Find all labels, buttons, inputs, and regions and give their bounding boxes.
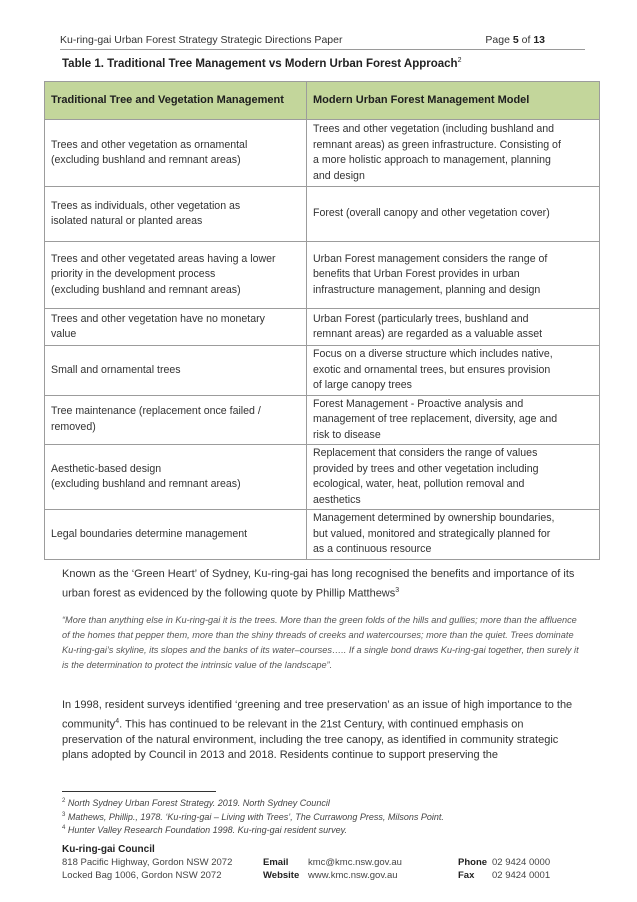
table-row <box>45 395 600 445</box>
traditional-cell <box>45 346 307 396</box>
cell-text-line: exotic and ornamental trees, but ensures provision <box>313 363 551 376</box>
cell-text-line: (excluding bushland and remnant areas) <box>51 283 241 296</box>
header-traditional: Traditional Tree and Vegetation Management <box>45 82 307 120</box>
footnote-divider <box>62 791 216 792</box>
footer-online-contacts <box>263 857 402 882</box>
survey-paragraph <box>62 698 584 764</box>
cell-text-line: Aesthetic-based design <box>51 462 162 475</box>
cell-text-line: ecological, water, heat, pollution removal and <box>313 478 525 490</box>
table-row <box>45 346 600 396</box>
modern-cell <box>307 120 600 187</box>
page-current: 5 <box>512 34 519 46</box>
footer-phone-contacts <box>458 857 550 882</box>
table-title-footnote-ref: 2 <box>457 57 462 64</box>
modern-cell <box>307 445 600 510</box>
phone-number: 02 9424 0000 <box>492 857 551 868</box>
table-header-row <box>45 82 600 120</box>
footnote-number: 4 <box>62 825 66 831</box>
cell-text-line: as a continuous resource <box>313 543 432 555</box>
cell-text-line: Legal boundaries determine management <box>51 527 248 540</box>
website-link[interactable]: www.kmc.nsw.gov.au <box>308 869 398 881</box>
website-label: Website <box>263 869 300 881</box>
traditional-cell <box>45 510 307 560</box>
cell-text-line: and design <box>313 169 365 182</box>
footer-street-address: 818 Pacific Highway, Gordon NSW 2072 <box>62 857 233 868</box>
footnote-text: North Sydney Urban Forest Strategy. 2019. North Sydney Council <box>67 798 330 808</box>
modern-cell <box>307 346 600 396</box>
fax-number: 02 9424 0001 <box>492 869 551 881</box>
cell-text-line: aesthetics <box>313 493 361 506</box>
matthews-quote: “More than anything else in Ku-ring-gai it is the trees. More than the green folds of the hills and gullies; more than the affluence of the homes that pepper them, more than the shiny threads of creeks and watercourses; more than the quiet. Trees dominate Ku-ring-gai’s skyline, its slopes and the banks of its water–courses….. If a single bond draws Ku-ring-gai together, then surely it is the determination to protect the intrinsic value of the landscape”. <box>62 615 579 670</box>
cell-text-line: Forest (overall canopy and other vegetation cover) <box>313 207 550 220</box>
comparison-table <box>44 81 600 560</box>
cell-text-line: remnant areas) as green infrastructure. Consisting of <box>313 138 561 151</box>
phone-label: Phone <box>458 857 488 868</box>
footer-org-name: Ku-ring-gai Council <box>62 844 155 855</box>
cell-text-line: Trees and other vegetated areas having a lower <box>51 252 276 265</box>
traditional-cell <box>45 395 307 445</box>
cell-text-line: infrastructure management, planning and design <box>313 283 541 296</box>
cell-text-line: Forest Management - Proactive analysis and <box>313 397 524 410</box>
table-row <box>45 187 600 242</box>
cell-text-line: (excluding bushland and remnant areas) <box>51 478 241 490</box>
email-link[interactable]: kmc@kmc.nsw.gov.au <box>308 857 402 868</box>
intro-text: Known as the ‘Green Heart’ of Sydney, Ku-ring-gai has long recognised the benefits and importance of its urban forest as evidenced by the following quote by Phillip Matthews <box>62 568 575 600</box>
footer-postal-address: Locked Bag 1006, Gordon NSW 2072 <box>62 869 222 881</box>
cell-text-line: risk to disease <box>313 428 381 441</box>
cell-text-line: value <box>51 328 77 340</box>
modern-cell <box>307 510 600 560</box>
survey-text-1: In 1998, resident surveys identified ‘greening and tree preservation’ as an issue of high importance to the community <box>62 699 573 731</box>
header-modern: Modern Urban Forest Management Model <box>307 82 600 120</box>
modern-cell <box>307 309 600 346</box>
cell-text-line: isolated natural or planted areas <box>51 215 203 227</box>
footnote-text: Hunter Valley Research Foundation 1998. Ku-ring-gai resident survey. <box>67 825 348 835</box>
cell-text-line: priority in the development process <box>51 268 216 281</box>
page-indicator <box>485 34 545 46</box>
intro-footnote-ref: 3 <box>395 586 400 594</box>
cell-text-line: Small and ornamental trees <box>51 363 181 376</box>
footnote <box>62 810 444 824</box>
cell-text-line: Trees and other vegetation have no monetary <box>51 312 265 325</box>
email-label: Email <box>263 857 289 868</box>
cell-text-line: remnant areas) are regarded as a valuable asset <box>313 328 543 340</box>
cell-text-line: but valued, monitored and strategically planned for <box>313 527 551 540</box>
table-title <box>62 57 461 70</box>
cell-text-line: of large canopy trees <box>313 379 412 391</box>
footnote-number: 2 <box>62 798 66 804</box>
traditional-cell <box>45 242 307 309</box>
footer-address <box>62 857 232 882</box>
survey-text-2: . This has continued to be relevant in the 21st Century, with continued emphasis on preservation of the natural environment, including the tree canopy, as identified in community strategic plans adopted by Council in 2013 and 2018. Residents continue to support preserving the <box>62 718 559 762</box>
modern-cell <box>307 395 600 445</box>
cell-text-line: Urban Forest management considers the range of <box>313 252 548 265</box>
fax-label: Fax <box>458 869 475 881</box>
table-row <box>45 309 600 346</box>
survey-footnote-ref: 4 <box>115 717 120 725</box>
cell-text-line: Focus on a diverse structure which includes native, <box>313 348 553 360</box>
cell-text-line: Trees as individuals, other vegetation as <box>51 199 241 212</box>
traditional-cell <box>45 309 307 346</box>
table-title-text: Table 1. Traditional Tree Management vs Modern Urban Forest Approach <box>62 57 458 70</box>
footnote <box>62 796 444 810</box>
cell-text-line: (excluding bushland and remnant areas) <box>51 154 241 166</box>
footnote-number: 3 <box>62 811 66 818</box>
cell-text-line: Trees and other vegetation as ornamental <box>51 138 248 151</box>
intro-paragraph <box>62 567 582 602</box>
modern-cell <box>307 242 600 309</box>
cell-text-line: removed) <box>51 420 96 433</box>
page-of: of <box>521 34 531 46</box>
traditional-cell <box>45 120 307 187</box>
footnote-text: Mathews, Phillip., 1978. ‘Ku-ring-gai – Living with Trees’, The Currawong Press, Milsons Point. <box>67 811 444 822</box>
cell-text-line: Urban Forest (particularly trees, bushland and <box>313 312 529 325</box>
table-row <box>45 242 600 309</box>
cell-text-line: a more holistic approach to management, planning <box>313 154 551 166</box>
traditional-cell <box>45 445 307 510</box>
table-body <box>45 120 600 560</box>
cell-text-line: Replacement that considers the range of values <box>313 447 538 459</box>
header-divider <box>60 49 585 50</box>
cell-text-line: management of tree replacement, diversity, age and <box>313 413 558 425</box>
cell-text-line: Tree maintenance (replacement once failed / <box>51 405 261 418</box>
page-prefix: Page <box>485 34 510 46</box>
document-title: Ku-ring-gai Urban Forest Strategy Strategic Directions Paper <box>60 34 343 46</box>
traditional-cell <box>45 187 307 242</box>
table-row <box>45 510 600 560</box>
footnotes <box>62 796 444 837</box>
cell-text-line: Trees and other vegetation (including bushland and <box>313 123 555 135</box>
page-total: 13 <box>533 34 545 46</box>
cell-text-line: provided by trees and other vegetation including <box>313 462 539 475</box>
table-row <box>45 445 600 510</box>
footnote <box>62 823 444 837</box>
modern-cell <box>307 187 600 242</box>
cell-text-line: benefits that Urban Forest provides in urban <box>313 268 520 281</box>
table-row <box>45 120 600 187</box>
cell-text-line: Management determined by ownership boundaries, <box>313 512 555 524</box>
